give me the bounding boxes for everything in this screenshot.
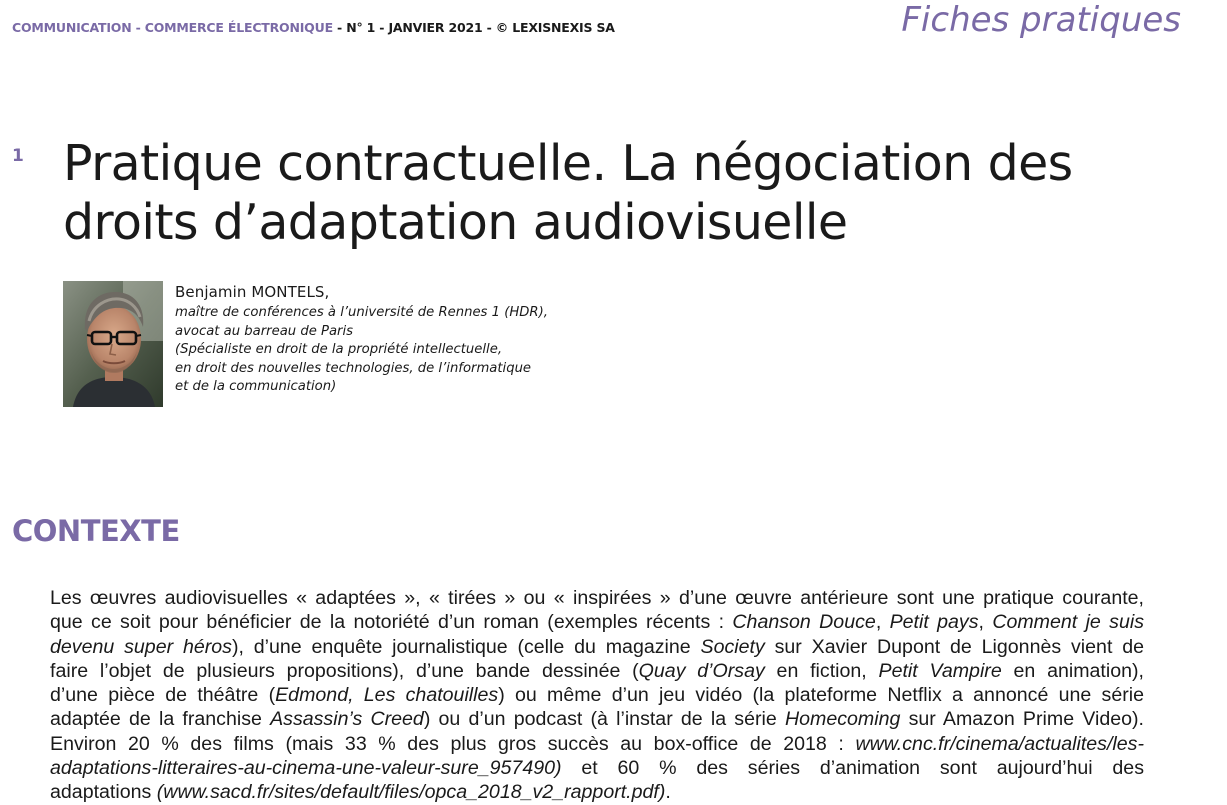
italic-text: Assassin’s Creed [270, 708, 424, 731]
italic-text: Comment je suis [992, 611, 1145, 634]
text-segment: Environ 20 % des films (mais 33 % des plus gros succès au box-office de 2018 : [50, 732, 856, 755]
text-segment: sur Xavier Dupont de Ligonnès vient de [764, 635, 1145, 658]
italic-text: Society [700, 635, 765, 658]
article-number: 1 [12, 146, 24, 166]
affiliation-line: maître de conférences à l’université de Rennes 1 (HDR), [175, 305, 548, 320]
author-affiliation [175, 304, 615, 397]
body-line [50, 780, 1144, 804]
text-segment: adaptée de la franchise [50, 708, 271, 731]
author-name: Benjamin MONTELS, [175, 283, 330, 301]
text-segment: ) ou d’un podcast (à l’instar de la série [423, 708, 785, 731]
italic-text: www.cnc.fr/cinema/actualites/les- [855, 732, 1144, 755]
body-line [50, 586, 1144, 610]
text-segment: ) ou même d’un jeu vidéo (la plateforme Netflix a annoncé une série [498, 684, 1144, 707]
text-segment: en fiction, [764, 659, 879, 682]
italic-text: adaptations-litteraires-au-cinema-une-valeur-sure_957490) [50, 757, 562, 780]
author-portrait-image [63, 281, 163, 407]
section-label: Fiches pratiques [901, 0, 1181, 40]
affiliation-line: en droit des nouvelles technologies, de l’informatique [175, 360, 532, 376]
article-title: Pratique contractuelle. La négociation des droits d’adaptation audiovisuelle [63, 135, 1073, 251]
text-segment: ), d’une enquête journalistique (celle du magazine [231, 635, 701, 658]
text-segment: en animation), [1001, 659, 1144, 682]
body-line [50, 756, 1144, 780]
text-segment: d’une pièce de théâtre ( [50, 684, 276, 707]
italic-text: Petit Vampire [878, 659, 1002, 682]
text-segment: Les œuvres audiovisuelles « adaptées », « tirées » ou « inspirées » d’une œuvre antérieure sont une pratique courante, [50, 587, 1144, 609]
affiliation-line: (Spécialiste en droit de la propriété intellectuelle, [175, 342, 503, 357]
text-segment: adaptations [50, 781, 157, 804]
italic-text: Homecoming [784, 708, 901, 731]
body-line [50, 707, 1144, 731]
running-head [12, 20, 615, 35]
body-line [50, 732, 1144, 756]
journal-name: COMMUNICATION - COMMERCE ÉLECTRONIQUE [12, 20, 333, 35]
text-segment: , [875, 611, 890, 634]
body-paragraph [50, 586, 1144, 805]
body-line [50, 683, 1144, 707]
author-photo [63, 281, 163, 407]
text-segment: faire l’objet de plusieurs propositions), d’une bande dessinée ( [50, 659, 639, 682]
italic-text: Chanson Douce [732, 611, 876, 634]
affiliation-line: et de la communication) [175, 379, 337, 394]
issue-info: - N° 1 - JANVIER 2021 - © LEXISNEXIS SA [332, 20, 615, 35]
affiliation-line: avocat au barreau de Paris [175, 323, 353, 339]
body-line [50, 635, 1144, 659]
italic-text: (www.sacd.fr/sites/default/files/opca_2018_v2_rapport.pdf) [156, 781, 666, 804]
body-line [50, 659, 1144, 683]
body-line [50, 610, 1144, 634]
italic-text: Quay d’Orsay [638, 659, 765, 682]
text-segment: sur Amazon Prime Video). [900, 708, 1144, 731]
text-segment: , [978, 611, 993, 634]
italic-text: Edmond, Les chatouilles [275, 684, 499, 707]
text-segment: et 60 % des séries d’animation sont aujourd’hui des [561, 757, 1144, 780]
text-segment: que ce soit pour bénéficier de la notoriété d’un roman (exemples récents : [50, 611, 733, 634]
author-block [175, 283, 615, 397]
text-segment: . [665, 781, 671, 804]
italic-text: devenu super héros [50, 635, 232, 658]
section-heading: CONTEXTE [12, 514, 180, 548]
italic-text: Petit pays [889, 611, 979, 634]
